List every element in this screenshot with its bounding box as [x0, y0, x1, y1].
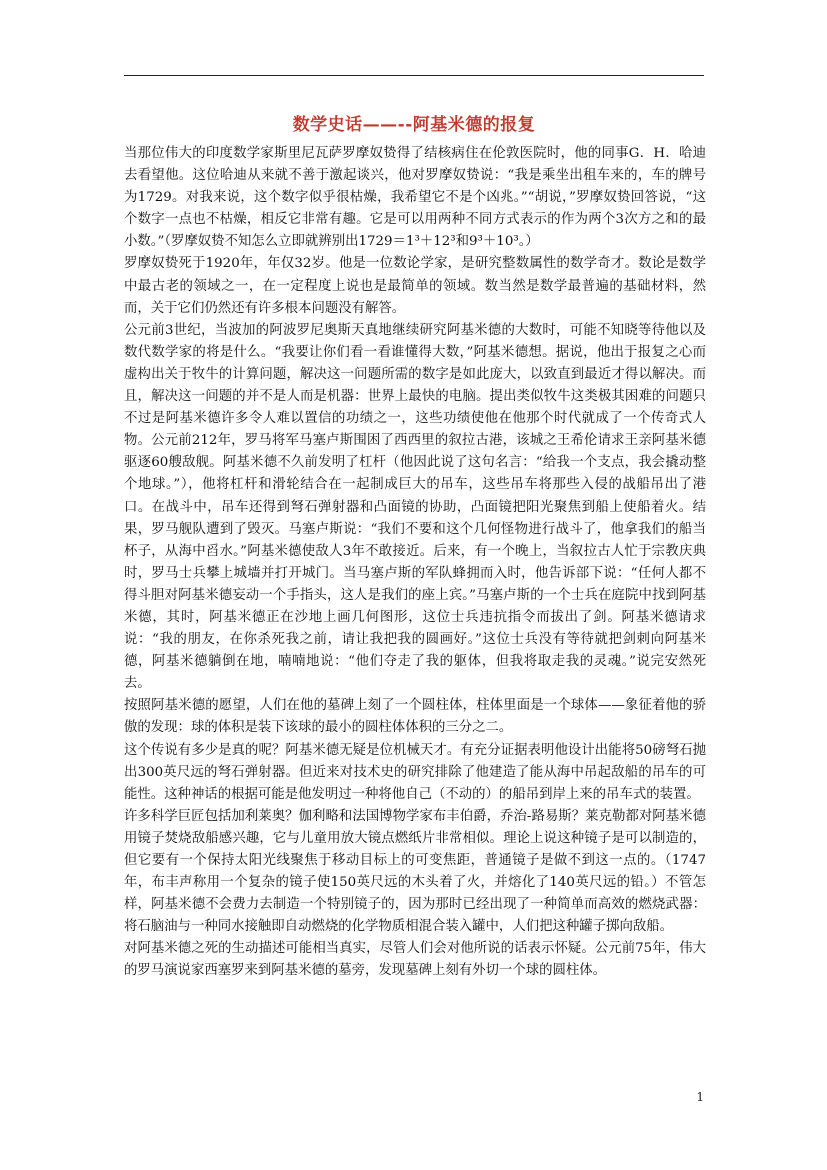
paragraph: 按照阿基米德的愿望，人们在他的墓碑上刻了一个圆柱体，柱体里面是一个球体——象征着他的骄傲的发现：球的体积是装下该球的最小的圆柱体体积的三分之二。 [124, 698, 706, 736]
page-number: 1 [696, 1090, 704, 1104]
paragraph: 对阿基米德之死的生动描述可能相当真实，尽管人们会对他所说的话表示怀疑。公元前75年，伟大的罗马演说家西塞罗来到阿基米德的墓旁，发现墓碑上刻有外切一个球的圆柱体。 [124, 941, 706, 979]
document-body [124, 143, 706, 983]
paragraph: 罗摩奴贽死于1920年，年仅32岁。他是一位数论学家，是研究整数属性的数学奇才。数论是数学中最古老的领域之一，在一定程度上说也是最简单的领域。数当然是数学最普遍的基础材料，然而，关于它们仍然还有许多根本问题没有解答。 [124, 256, 706, 316]
document-title: 数学史话——--阿基米德的报复 [292, 115, 536, 135]
header-rule [124, 75, 704, 76]
paragraph: 这个传说有多少是真的呢？阿基米德无疑是位机械天才。有充分证据表明他设计出能将50磅弩石抛出300英尺远的弩石弹射器。但近来对技术史的研究排除了他建造了能从海中吊起敌船的吊车的可能性。这种神话的根据可能是他发明过一种将他自己（不动的）的船吊到岸上来的吊车式的装置。 [124, 742, 706, 802]
paragraph: 公元前3世纪，当波加的阿波罗尼奥斯天真地继续研究阿基米德的大数时，可能不知晓等待他以及数代数学家的将是什么。“我要让你们看一看谁懂得大数，”阿基米德想。据说，他出于报复之心而虚构出关于牧牛的计算问题，解决这一问题所需的数字是如此庞大，以致直到最近才得以解决。而且，解决这一问题的并不是人而是机器：世界上最快的电脑。提出类似牧牛这类极其困难的问题只不过是阿基米德许多令人难以置信的功绩之一，这些功绩使他在他那个时代就成了一个传奇式人物。公元前212年，罗马将军马塞卢斯围困了西西里的叙拉古港，该城之王希伦请求王亲阿基米德驱逐60艘敌舰。阿基米德不久前发明了杠杆（他因此说了这句名言：“给我一个支点，我会撬动整个地球。”），他将杠杆和滑轮结合在一起制成巨大的吊车，这些吊车将那些入侵的战船吊出了港口。在战斗中，吊车还得到弩石弹射器和凸面镜的协助，凸面镜把阳光聚焦到船上使船着火。结果，罗马舰队遭到了毁灭。马塞卢斯说：“我们不要和这个几何怪物进行战斗了，他拿我们的船当杯子，从海中舀水。”阿基米德使敌人3年不敢接近。后来，有一个晚上，当叙拉古人忙于宗教庆典时，罗马士兵攀上城墙并打开城门。当马塞卢斯的军队蜂拥而入时，他告诉部下说：“任何人都不得斗胆对阿基米德妄动一个手指头，这人是我们的座上宾。”马塞卢斯的一个士兵在庭院中找到阿基米德，其时，阿基米德正在沙地上画几何图形，这位士兵违抗指令而拔出了剑。阿基米德请求说：“我的朋友，在你杀死我之前，请让我把我的圆画好。”这位士兵没有等待就把剑刺向阿基米德，阿基米德躺倒在地，喃喃地说：“他们夺走了我的躯体，但我将取走我的灵魂。”说完安然死去。 [124, 322, 706, 692]
paragraph: 许多科学巨匠包括加利莱奥？伽利略和法国博物学家布丰伯爵，乔治-路易斯？莱克勒都对阿基米德用镜子焚烧敌船感兴趣，它与儿童用放大镜点燃纸片非常相似。理论上说这种镜子是可以制造的，但它要有一个保持太阳光线聚焦于移动目标上的可变焦距，普通镜子是做不到这一点的。（1747年，布丰声称用一个复杂的镜子使150英尺远的木头着了火，并熔化了140英尺远的铅。）不管怎样，阿基米德不会费力去制造一个特别镜子的，因为那时已经出现了一种简单而高效的燃烧武器：将石脑油与一种同水接触即自动燃烧的化学物质相混合装入罐中，人们把这种罐子掷向敌船。 [124, 808, 706, 935]
paragraph: 当那位伟大的印度数学家斯里尼瓦萨罗摩奴贽得了结核病住在伦敦医院时，他的同事G．H．哈迪去看望他。这位哈迪从来就不善于激起谈兴，他对罗摩奴贽说：“我是乘坐出租车来的，车的牌号为1729。对我来说，这个数字似乎很枯燥，我希望它不是个凶兆。”“胡说，”罗摩奴贽回答说，“这个数字一点也不枯燥，相反它非常有趣。它是可以用两种不同方式表示的作为两个3次方之和的最小数。”（罗摩奴贽不知怎么立即就辨别出1729＝1³＋12³和9³＋10³。） [124, 146, 706, 250]
